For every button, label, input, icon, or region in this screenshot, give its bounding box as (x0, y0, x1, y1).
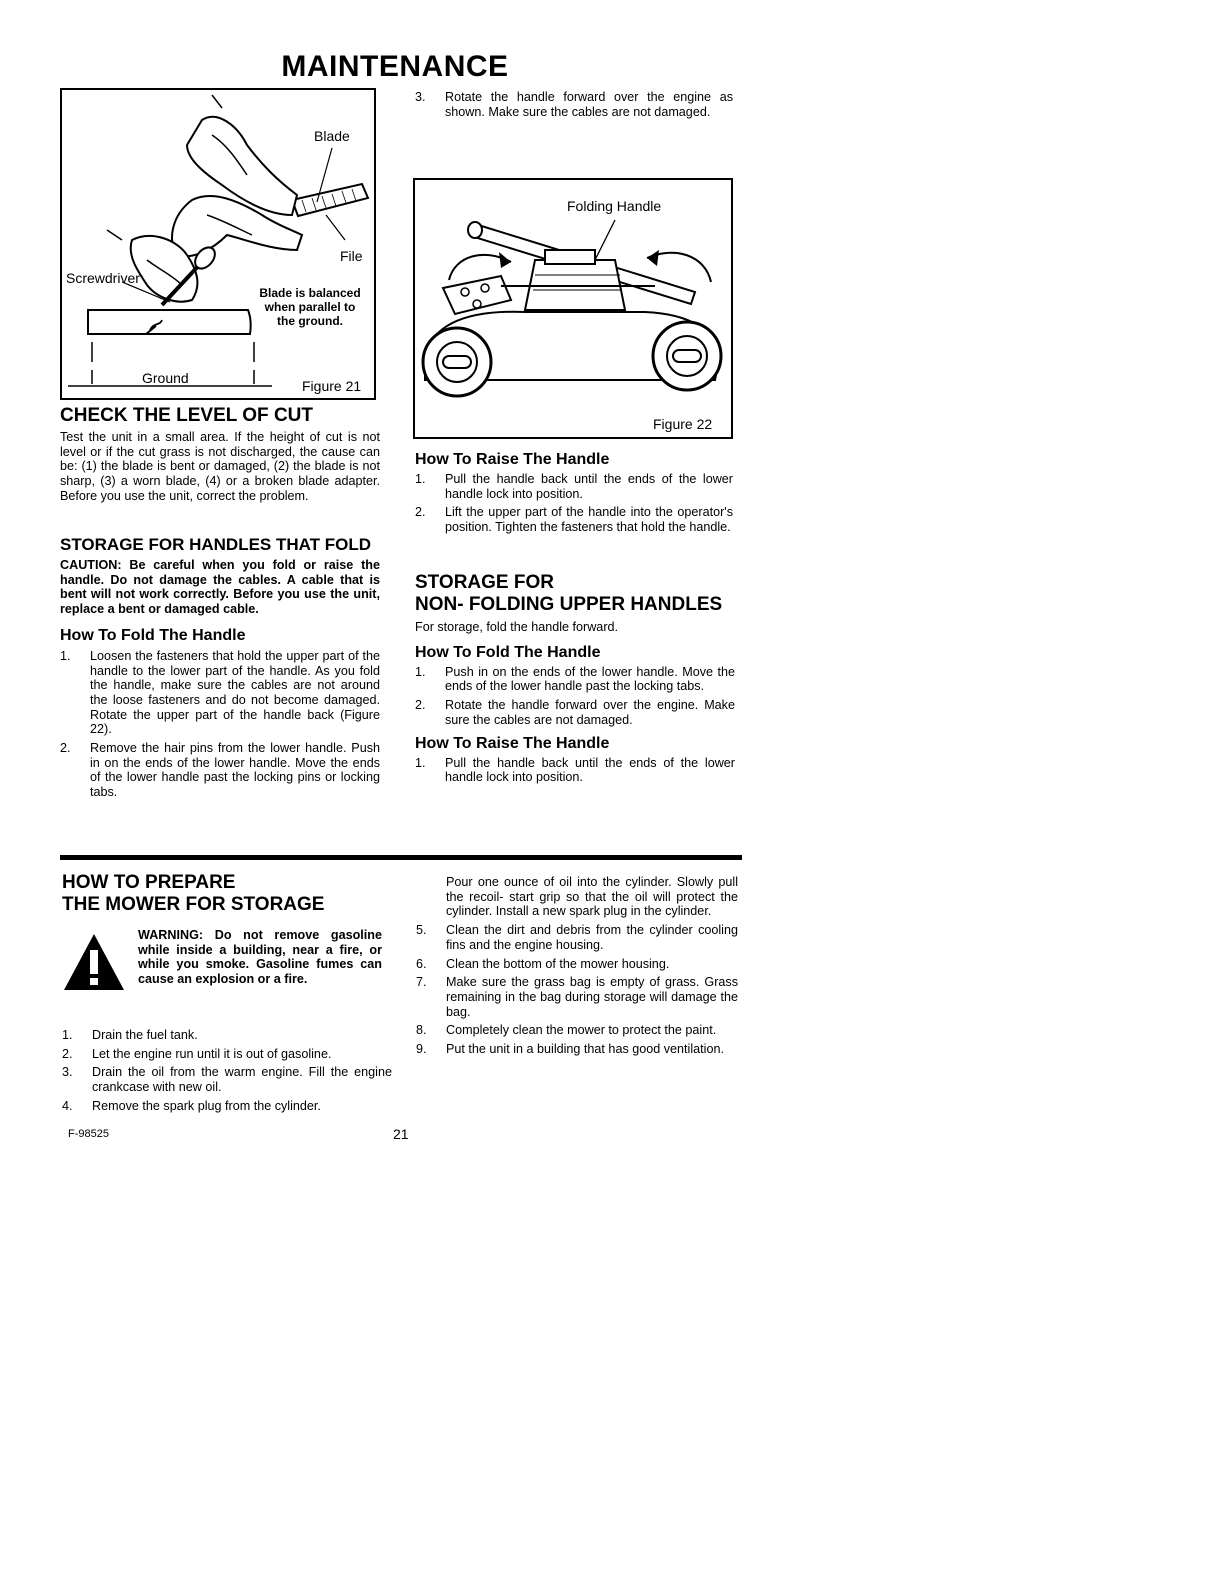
step4-continued: Pour one ounce of oil into the cylinder. Slowly pull the recoil- start grip so that the oil will protect the cylinder. Install a new spark plug in the cylinder. (446, 875, 738, 919)
label-blade-balanced: Blade is balanced when parallel to the ground. (259, 286, 361, 328)
label-folding-handle: Folding Handle (567, 198, 662, 214)
list-item: 5. Clean the dirt and debris from the cylinder cooling fins and the engine housing. (416, 923, 738, 952)
storage-nonfold-heading-line2: NON- FOLDING UPPER HANDLES (415, 594, 723, 615)
check-level-section (60, 405, 380, 504)
nonfold-fold-heading: How To Fold The Handle (415, 643, 601, 661)
storage-fold-caution: CAUTION: Be careful when you fold or raise the handle. Do not damage the cables. A cable that is bent will not work correctly. Before you use the unit, replace a bent or damaged cable. (60, 558, 380, 617)
nonfold-fold-steps (415, 665, 735, 728)
list-item: 1. Drain the fuel tank. (62, 1028, 198, 1042)
list-item: 2. Remove the hair pins from the lower handle. Push in on the ends of the lower handle. Move the ends of the lower handle past the locking pins or locking tabs. (60, 741, 380, 800)
prepare-heading-line1: HOW TO PREPARE (62, 872, 236, 893)
figure-22-caption: Figure 22 (653, 416, 713, 432)
raise-handle-section (415, 450, 733, 539)
storage-nonfold-intro: For storage, fold the handle forward. (415, 620, 619, 634)
prepare-steps-left (62, 1028, 392, 1118)
list-item: 6. Clean the bottom of the mower housing. (416, 956, 670, 971)
label-blade: Blade (314, 128, 350, 144)
fold-step3-section (415, 90, 733, 123)
prepare-storage-section (62, 872, 392, 916)
label-file: File (340, 248, 363, 264)
storage-nonfold-section (415, 572, 735, 789)
list-item: 1. Pull the handle back until the ends of the lower handle lock into position. (415, 755, 735, 785)
raise-handle-steps (415, 472, 733, 535)
list-item: 4. Remove the spark plug from the cylinder. (62, 1098, 321, 1113)
label-screwdriver: Screwdriver (66, 270, 140, 286)
nonfold-raise-steps (415, 756, 735, 785)
raise-handle-heading: How To Raise The Handle (415, 451, 610, 468)
list-item: 2. Rotate the handle forward over the engine. Make sure the cables are not damaged. (415, 698, 735, 727)
list-item: 1. Push in on the ends of the lower handle. Move the ends of the lower handle past the locking tabs. (415, 664, 735, 694)
list-item: 9. Put the unit in a building that has good ventilation. (416, 1042, 724, 1057)
section-divider (60, 855, 742, 860)
storage-nonfold-heading-line1: STORAGE FOR (415, 572, 554, 593)
list-item: 8. Completely clean the mower to protect the paint. (416, 1023, 717, 1038)
list-item: 1. Loosen the fasteners that hold the upper part of the handle to the lower part of the handle. As you fold the handle, make sure the cables are not around the loose fasteners and do not become damaged. Rotate the upper part of the handle back (Figure 22). (60, 648, 380, 737)
label-ground: Ground (142, 370, 189, 386)
page-title: MAINTENANCE (281, 50, 509, 83)
figure-22 (413, 178, 733, 439)
list-item: 3. Drain the oil from the warm engine. Fill the engine crankcase with new oil. (62, 1065, 392, 1095)
folding-handle-illustration (415, 180, 731, 437)
storage-fold-section (60, 535, 380, 804)
fold-handle-steps (60, 649, 380, 800)
check-level-body: Test the unit in a small area. If the height of cut is not level or if the cut grass is not discharged, the cause can be: (1) the blade is bent or damaged, (2) the blade is not sharp, (3) a worn blade, (4) or a broken blade adapter. Before you use the unit, correct the problem. (60, 430, 380, 503)
list-item: 1. Pull the handle back until the ends of the lower handle lock into position. (415, 472, 733, 501)
storage-fold-heading: STORAGE FOR HANDLES THAT FOLD (60, 535, 372, 554)
list-item: 3. Rotate the handle forward over the engine as shown. Make sure the cables are not damaged. (415, 90, 733, 119)
list-item: 7. Make sure the grass bag is empty of grass. Grass remaining in the bag during storage will damage the bag. (416, 975, 738, 1019)
prepare-warning: WARNING: Do not remove gasoline while inside a building, near a fire, or while you smoke. Gasoline fumes can cause an explosion or a fire. (138, 928, 382, 987)
prepare-steps-right (416, 875, 738, 1061)
check-level-heading: CHECK THE LEVEL OF CUT (60, 405, 313, 426)
figure-21 (60, 88, 376, 400)
fold-handle-heading: How To Fold The Handle (60, 626, 246, 644)
list-item: 2. Lift the upper part of the handle into the operator's position. Tighten the fasteners that hold the handle. (415, 505, 733, 535)
footer-code: F-98525 (68, 1128, 109, 1140)
figure-21-caption: Figure 21 (302, 378, 362, 394)
warning-icon (62, 932, 126, 992)
list-item: 2. Let the engine run until it is out of gasoline. (62, 1046, 332, 1061)
nonfold-raise-heading: How To Raise The Handle (415, 734, 610, 752)
prepare-heading-line2: THE MOWER FOR STORAGE (62, 894, 325, 915)
page-number: 21 (393, 1126, 409, 1142)
